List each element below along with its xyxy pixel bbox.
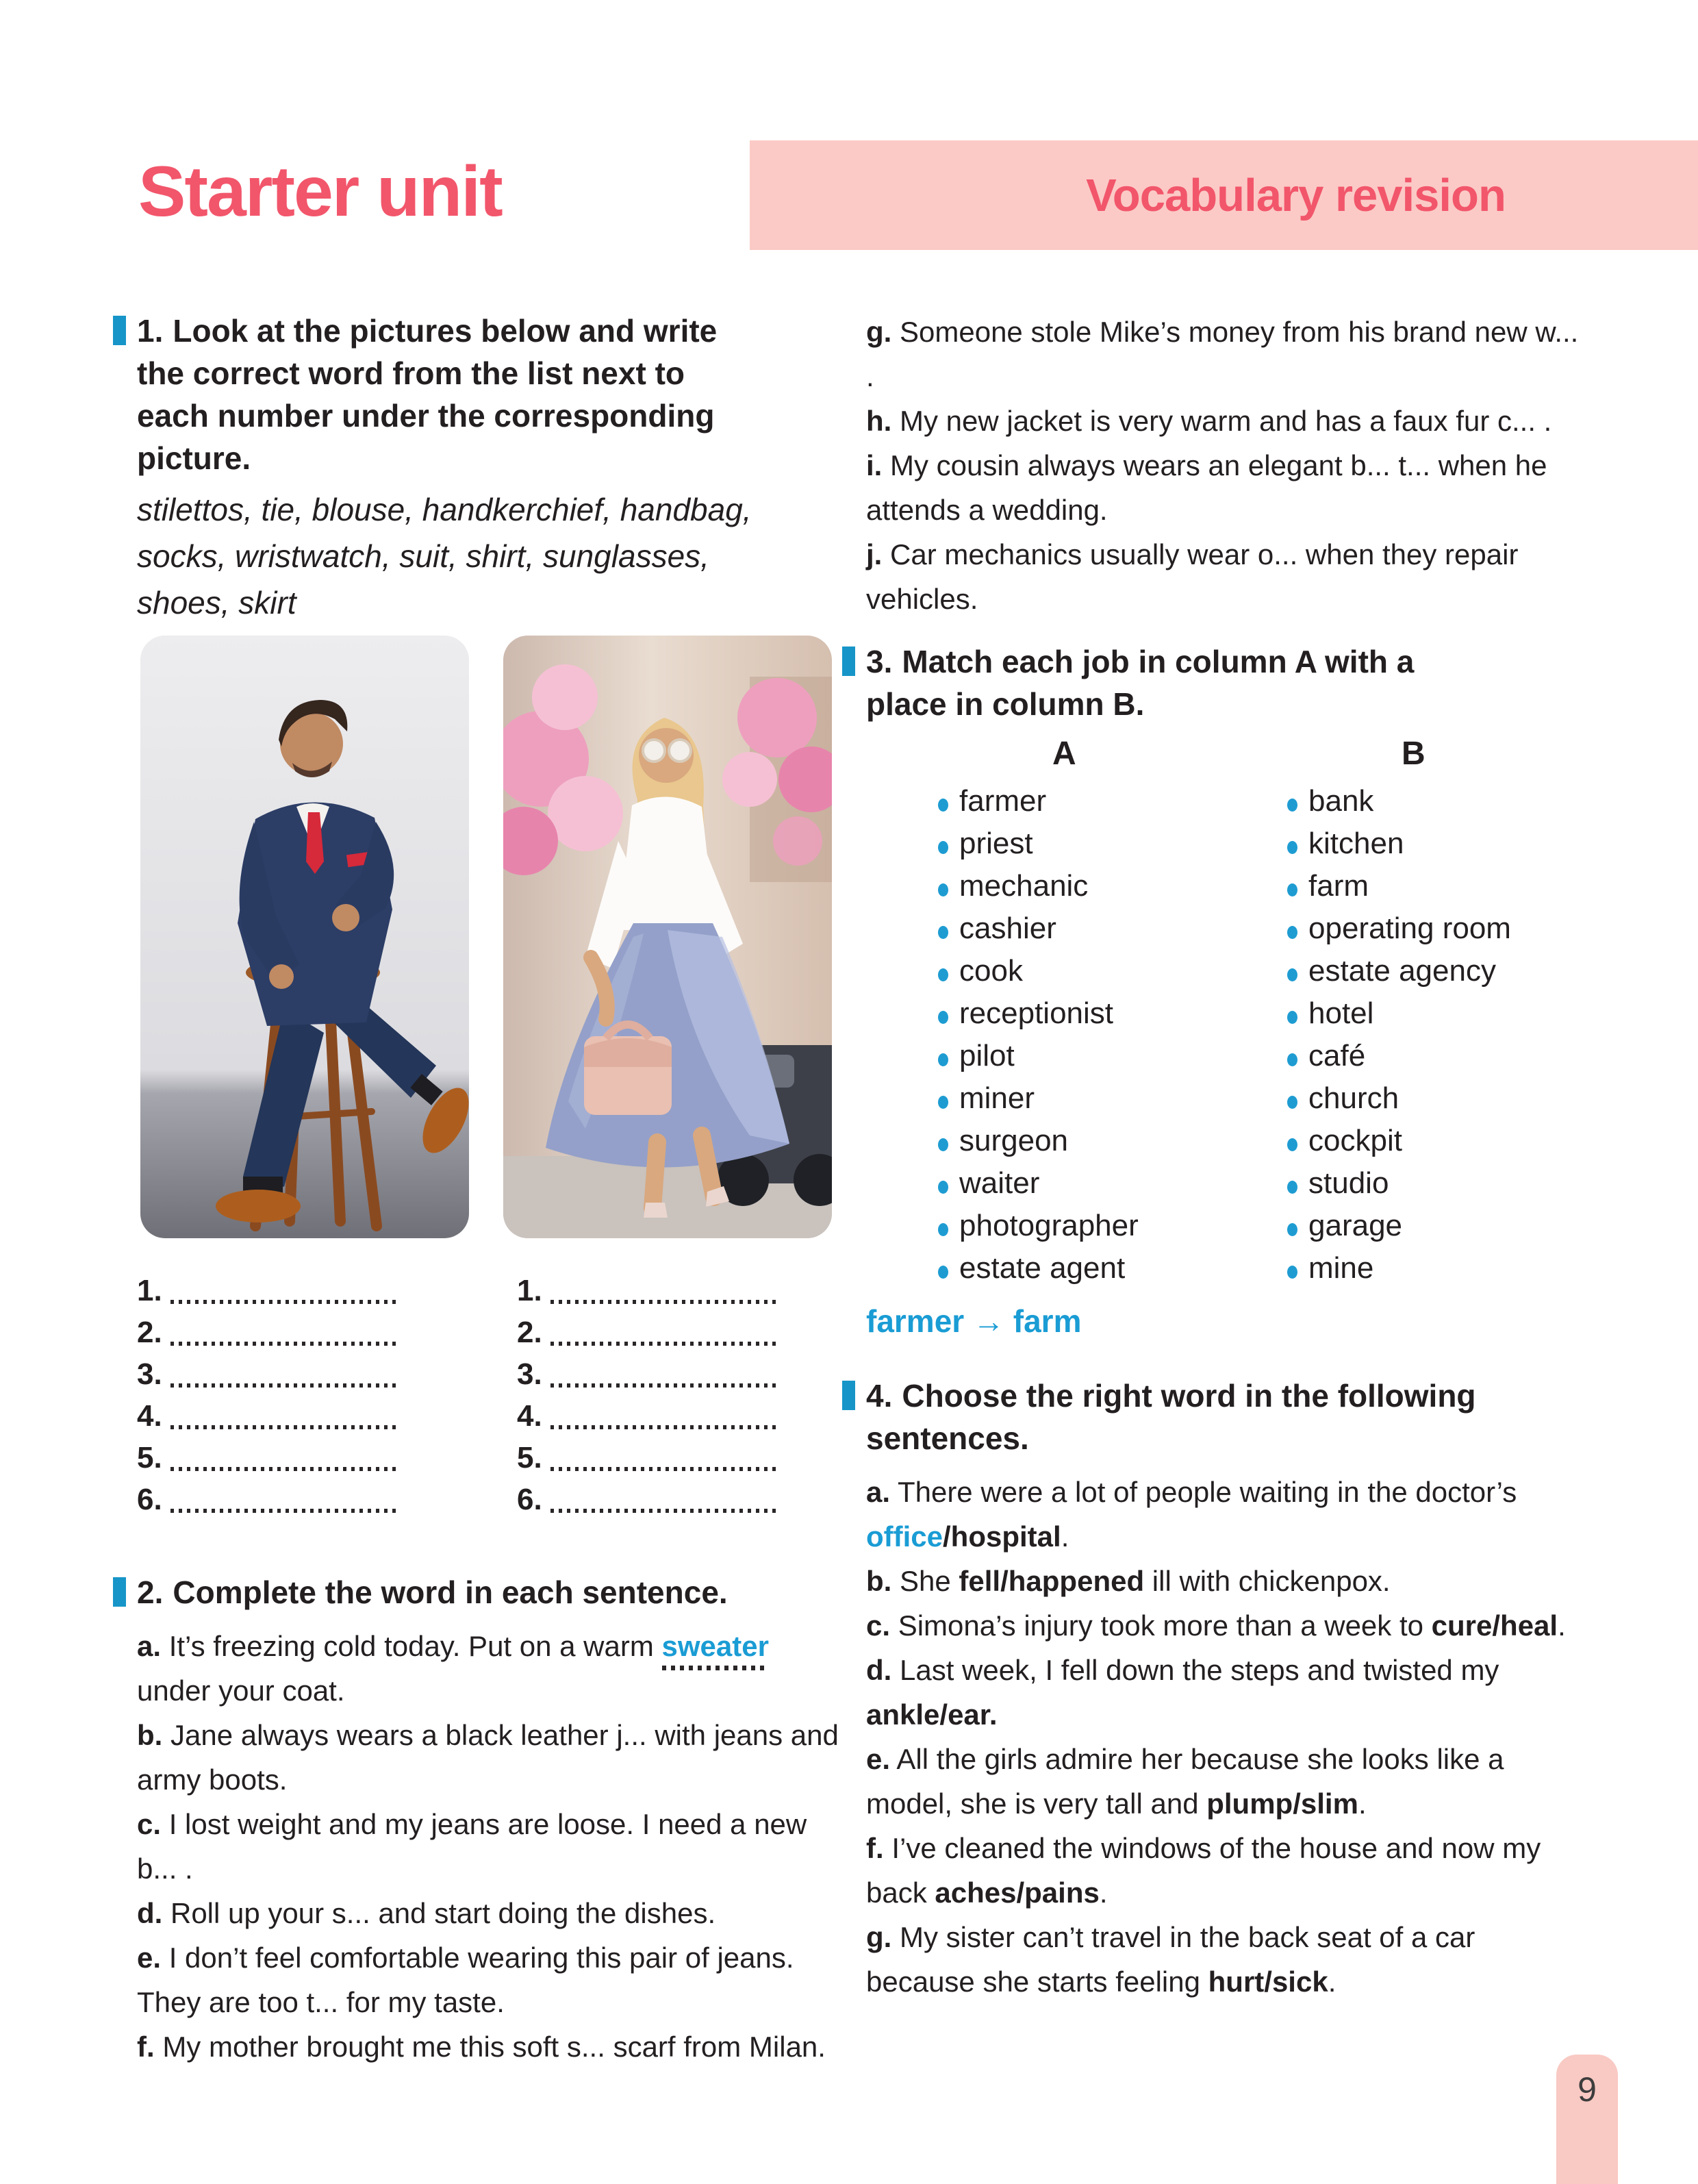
page-title: Starter unit <box>138 152 502 231</box>
answer-slot-right <box>517 1483 776 1517</box>
left-column <box>113 310 849 2069</box>
item-label: e. <box>866 1743 891 1775</box>
exercise-item <box>866 1648 1585 1737</box>
item-label: h. <box>866 405 892 437</box>
bullet-icon <box>1287 883 1297 896</box>
job-item <box>938 865 1215 907</box>
job-label: waiter <box>959 1166 1040 1200</box>
item-text: She <box>891 1565 959 1597</box>
item-label: b. <box>137 1719 163 1751</box>
answer-slot-right <box>517 1441 776 1475</box>
answer-row <box>137 1357 849 1399</box>
exercise-4-number: 4. <box>866 1378 893 1414</box>
answer-number: 4. <box>137 1399 162 1433</box>
item-text: It’s freezing cold today. Put on a warm <box>161 1630 662 1662</box>
item-label: j. <box>866 538 883 570</box>
item-text: I lost weight and my jeans are loose. I need a new b... . <box>137 1808 807 1885</box>
item-text: Roll up your s... and start doing the dishes. <box>162 1897 716 1929</box>
answer-number: 2. <box>517 1316 542 1349</box>
place-label: estate agency <box>1308 954 1496 988</box>
item-text: My cousin always wears an elegant b... t... when he attends a wedding. <box>866 449 1547 526</box>
jobs-list <box>866 780 1215 1290</box>
item-label: f. <box>866 1832 884 1864</box>
answer-row <box>137 1399 849 1441</box>
exercise-2-heading <box>137 1571 753 1614</box>
choice-options: ankle/ear. <box>866 1698 998 1731</box>
exercise-item <box>866 1559 1585 1603</box>
answer-number-rows <box>137 1274 849 1524</box>
job-item <box>938 1162 1215 1205</box>
place-item <box>1287 1205 1592 1247</box>
item-label: d. <box>137 1897 163 1929</box>
job-label: receptionist <box>959 996 1114 1030</box>
answer-number: 3. <box>137 1357 162 1391</box>
answer-slot-right <box>517 1399 776 1433</box>
answer-row <box>137 1483 849 1524</box>
choice-options: hurt/sick <box>1208 1966 1328 1998</box>
place-item <box>1287 950 1592 992</box>
place-item <box>1287 823 1592 865</box>
job-item <box>938 1205 1215 1247</box>
exercise-item <box>866 1826 1585 1915</box>
answer-line <box>170 1281 396 1305</box>
job-label: cashier <box>959 912 1056 945</box>
places-list <box>1215 780 1592 1290</box>
place-item <box>1287 1035 1592 1077</box>
job-item <box>938 907 1215 950</box>
answer-line <box>170 1490 396 1514</box>
answer-line <box>550 1490 776 1514</box>
item-text: . <box>1358 1787 1367 1820</box>
job-label: mechanic <box>959 869 1089 903</box>
item-label: c. <box>137 1808 162 1840</box>
answer-number: 6. <box>137 1483 162 1516</box>
exercise-2-items-right <box>866 310 1592 621</box>
job-label: cook <box>959 954 1023 988</box>
place-label: studio <box>1308 1166 1389 1200</box>
choice-options: plump/slim <box>1206 1787 1358 1820</box>
place-label: hotel <box>1308 996 1374 1030</box>
job-item <box>938 1120 1215 1162</box>
bullet-icon <box>1287 968 1297 981</box>
item-label: e. <box>137 1942 162 1974</box>
place-label: garage <box>1308 1209 1403 1242</box>
bullet-icon <box>938 1053 948 1066</box>
example-from: farmer <box>866 1303 965 1339</box>
answer-number: 5. <box>517 1441 542 1474</box>
job-item <box>938 1247 1215 1290</box>
exercise-marker-icon <box>842 647 855 676</box>
item-label: c. <box>866 1609 891 1642</box>
item-text: My new jacket is very warm and has a faux fur c... . <box>891 405 1552 437</box>
job-label: farmer <box>959 784 1047 818</box>
item-text: Jane always wears a black leather j... with jeans and army boots. <box>137 1719 839 1796</box>
page-number: 9 <box>1577 2070 1597 2109</box>
answer-line <box>170 1323 396 1346</box>
answer-slot-left <box>137 1316 517 1350</box>
exercise-4-items <box>866 1470 1592 2004</box>
place-label: kitchen <box>1308 827 1404 860</box>
place-label: cockpit <box>1308 1124 1402 1157</box>
exercise-4-title: Choose the right word in the following sentences. <box>866 1378 1476 1456</box>
answer-slot-right <box>517 1316 776 1350</box>
place-label: bank <box>1308 784 1374 818</box>
page-number-tab <box>1556 2055 1618 2184</box>
job-item <box>938 823 1215 865</box>
answer-line <box>170 1365 396 1388</box>
answer-number: 6. <box>517 1483 542 1516</box>
place-item <box>1287 1120 1592 1162</box>
job-label: photographer <box>959 1209 1139 1242</box>
answer-line <box>550 1323 776 1346</box>
item-label: f. <box>137 2031 155 2063</box>
answer-row <box>137 1441 849 1483</box>
choice-options: aches/pains <box>935 1877 1100 1909</box>
exercise-1-title: Look at the pictures below and write the correct word from the list next to each number under the corresponding picture. <box>137 313 718 476</box>
item-text: ill with chickenpox. <box>1144 1565 1391 1597</box>
item-label: b. <box>866 1565 892 1597</box>
answer-line <box>170 1448 396 1472</box>
exercise-item <box>866 443 1585 532</box>
bullet-icon <box>938 1011 948 1024</box>
answer-number: 1. <box>137 1274 162 1307</box>
answer-line <box>170 1407 396 1430</box>
place-item <box>1287 865 1592 907</box>
filled-answer: sweater <box>662 1630 769 1670</box>
match-column-b <box>1215 735 1592 1290</box>
bullet-icon <box>938 926 948 939</box>
exercise-item <box>866 1915 1585 2004</box>
exercise-3-number: 3. <box>866 644 893 679</box>
item-text: There were a lot of people waiting in the doctor’s <box>890 1476 1517 1508</box>
item-label: i. <box>866 449 883 481</box>
choice-options: /hospital <box>943 1520 1061 1553</box>
place-item <box>1287 907 1592 950</box>
job-item <box>938 1035 1215 1077</box>
bullet-icon <box>938 1223 948 1236</box>
exercise-item <box>137 1802 849 1891</box>
exercise-marker-icon <box>113 1577 126 1607</box>
item-text: Car mechanics usually wear o... when they repair vehicles. <box>866 538 1519 615</box>
highlighted-choice: office <box>866 1520 943 1553</box>
bullet-icon <box>938 1138 948 1151</box>
man-in-suit-illustration <box>140 636 469 1238</box>
banner-label: Vocabulary revision <box>1086 169 1506 221</box>
match-table <box>866 735 1592 1290</box>
items-list <box>137 1713 849 2069</box>
exercise-item <box>137 1935 849 2024</box>
example-to: farm <box>1013 1303 1082 1339</box>
match-column-a <box>866 735 1215 1290</box>
woman-with-handbag-illustration <box>503 636 832 1238</box>
bullet-icon <box>1287 1011 1297 1024</box>
answer-slot-left <box>137 1274 517 1308</box>
place-label: church <box>1308 1081 1399 1115</box>
exercise-item <box>866 1603 1585 1648</box>
photo-row <box>140 636 849 1238</box>
bullet-icon <box>1287 1053 1297 1066</box>
exercise-2-number: 2. <box>137 1574 164 1610</box>
exercise-3-title: Match each job in column A with a place in column B. <box>866 644 1415 722</box>
job-label: estate agent <box>959 1251 1126 1285</box>
exercise-marker-icon <box>113 316 126 345</box>
place-label: operating room <box>1308 912 1511 945</box>
item-label: a. <box>866 1476 891 1508</box>
answer-slot-left <box>137 1399 517 1433</box>
item-label: a. <box>137 1630 162 1662</box>
item-text: . <box>1328 1966 1336 1998</box>
place-label: mine <box>1308 1251 1374 1285</box>
job-item <box>938 950 1215 992</box>
answer-number: 3. <box>517 1357 542 1391</box>
exercise-item <box>866 1737 1585 1826</box>
job-label: miner <box>959 1081 1035 1115</box>
item-text: . <box>1099 1877 1108 1909</box>
item-text: . <box>1061 1520 1069 1553</box>
exercise-item <box>866 310 1585 399</box>
job-item <box>938 1077 1215 1120</box>
item-label: d. <box>866 1654 892 1686</box>
item-label: g. <box>866 1921 892 1953</box>
answer-line <box>550 1281 776 1305</box>
item-text: . <box>1558 1609 1566 1642</box>
answer-slot-left <box>137 1357 517 1392</box>
item-text: I’ve cleaned the windows of the house and now my back <box>866 1832 1541 1909</box>
exercise-2-title: Complete the word in each sentence. <box>173 1574 728 1610</box>
photo-woman-with-handbag <box>503 636 832 1238</box>
column-a-header: A <box>1052 736 1076 772</box>
place-item <box>1287 992 1592 1035</box>
exercise-item <box>866 1470 1585 1559</box>
item-text: Someone stole Mike’s money from his brand new w... . <box>866 316 1579 392</box>
bullet-icon <box>938 1266 948 1279</box>
item-text: My sister can’t travel in the back seat of a car because she starts feeling <box>866 1921 1475 1998</box>
item-text: I don’t feel comfortable wearing this pair of jeans. They are too t... for my taste. <box>137 1942 794 2018</box>
choice-options: cure/heal <box>1431 1609 1558 1642</box>
answer-slot-left <box>137 1441 517 1475</box>
bullet-icon <box>1287 1096 1297 1109</box>
exercise-item <box>866 399 1585 443</box>
item-text: My mother brought me this soft s... scarf from Milan. <box>154 2031 826 2063</box>
photo-man-in-suit <box>140 636 469 1238</box>
answer-number: 4. <box>517 1399 542 1433</box>
bullet-icon <box>938 883 948 896</box>
item-text: All the girls admire her because she looks like a model, she is very tall and <box>866 1743 1504 1820</box>
item-text: under your coat. <box>137 1674 345 1707</box>
answer-slot-right <box>517 1357 776 1392</box>
bullet-icon <box>938 799 948 812</box>
exercise-item <box>137 2024 849 2069</box>
answer-number: 1. <box>517 1274 542 1307</box>
match-example <box>866 1301 1592 1342</box>
item-text: Last week, I fell down the steps and twisted my <box>891 1654 1499 1686</box>
exercise-3-heading <box>866 640 1482 725</box>
column-b-header: B <box>1402 736 1425 772</box>
exercise-marker-icon <box>842 1381 855 1410</box>
exercise-4-heading <box>866 1375 1482 1459</box>
job-item <box>938 780 1215 823</box>
exercise-item <box>866 532 1585 621</box>
answer-slot-left <box>137 1483 517 1517</box>
place-item <box>1287 1077 1592 1120</box>
exercise-item <box>137 1713 849 1802</box>
job-item <box>938 992 1215 1035</box>
place-item <box>1287 1162 1592 1205</box>
answer-row <box>137 1274 849 1316</box>
answer-slot-right <box>517 1274 776 1308</box>
item-text: Simona’s injury took more than a week to <box>890 1609 1432 1642</box>
job-label: pilot <box>959 1039 1015 1072</box>
exercise-item-a <box>137 1624 849 1713</box>
exercise-1-word-list: stilettos, tie, blouse, handkerchief, handbag, socks, wristwatch, suit, shirt, sunglasses, shoes, skirt <box>137 492 752 620</box>
section-banner <box>750 140 1698 250</box>
answer-row <box>137 1316 849 1357</box>
answer-number: 5. <box>137 1441 162 1474</box>
choice-options: fell/happened <box>959 1565 1145 1597</box>
right-column <box>849 310 1592 2069</box>
answer-number: 2. <box>137 1316 162 1349</box>
bullet-icon <box>1287 926 1297 939</box>
bullet-icon <box>938 1181 948 1194</box>
place-label: farm <box>1308 869 1369 903</box>
exercise-1-heading <box>137 310 753 479</box>
bullet-icon <box>1287 799 1297 812</box>
exercise-item <box>137 1891 849 1935</box>
place-item <box>1287 780 1592 823</box>
content-columns <box>113 310 1592 2069</box>
bullet-icon <box>938 968 948 981</box>
job-label: priest <box>959 827 1033 860</box>
bullet-icon <box>1287 1181 1297 1194</box>
bullet-icon <box>1287 1223 1297 1236</box>
job-label: surgeon <box>959 1124 1069 1157</box>
bullet-icon <box>1287 1266 1297 1279</box>
bullet-icon <box>938 1096 948 1109</box>
place-item <box>1287 1247 1592 1290</box>
place-label: café <box>1308 1039 1366 1072</box>
answer-line <box>550 1365 776 1388</box>
exercise-2-items-left <box>137 1624 849 2069</box>
bullet-icon <box>938 841 948 854</box>
answer-line <box>550 1448 776 1472</box>
bullet-icon <box>1287 1138 1297 1151</box>
answer-line <box>550 1407 776 1430</box>
arrow-right-icon: → <box>972 1303 1004 1339</box>
bullet-icon <box>1287 841 1297 854</box>
exercise-1-number: 1. <box>137 313 164 349</box>
item-label: g. <box>866 316 892 348</box>
